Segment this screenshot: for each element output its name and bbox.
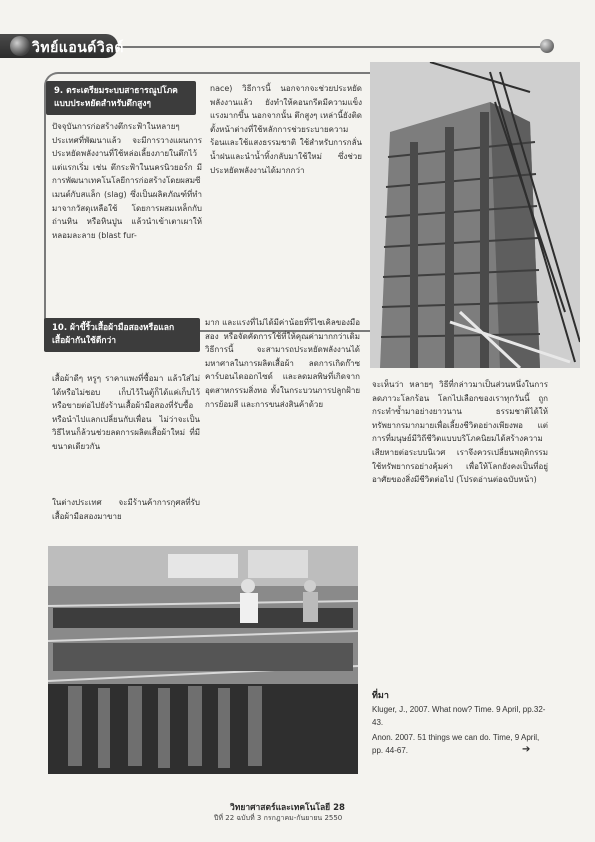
construction-photo	[370, 62, 580, 368]
header-rule	[110, 46, 550, 48]
section-10-column-1b: ในต่างประเทศ จะมีร้านค้าการกุศลที่รับเสื้อผ้ามือสองมาขาย	[52, 498, 200, 521]
closing-paragraph: จะเห็นว่า หลายๆ วิธีที่กล่าวมาเป็นส่วนหนึ่งในการลดภาวะโลกร้อน โลกไปเลือกของเราทุกวันนี้ ถูกกระทำซ้ำมาอย่างยาวนาน ธรรมชาติได้ให้ทรัพยากรมากมายเพื่อเลี้ยงชีวิตอย่างเพียงพอ แต่การที่มนุษย์มีวิถีชีวิตแบบบริโภคนิยมได้สร้างความเสียหายต่อระบบนิเวศ เราจึงควรเปลี่ยนพฤติกรรม ใช้ทรัพยากรอย่างคุ้มค่า เพื่อให้โลกยังคงเป็นที่อยู่อาศัยของสิ่งมีชีวิตต่อไป (โปรดอ่านต่อฉบับหน้า)	[372, 380, 548, 485]
section-10-column-2: มาก และแรงที่ไม่ได้มีค่าน้อยที่รีไซเคิลของมือสอง หรือจัดคัดการใช้ที่ให้คุณค่ามากกว่าเดิม วิธีการนี้ จะสามารถประหยัดพลังงานได้มหาศาลในการผลิตเสื้อผ้า ลดการเกิดก๊าซคาร์บอนไดออกไซด์ และลดมลพิษที่เกิดจากอุตสาหกรรมสิ่งทอ ทั้งในกระบวนการปลูกฝ้าย การย้อมสี และการขนส่งสินค้าด้วย	[205, 318, 360, 409]
section-title: วิทย์แอนด์วิลด์	[32, 40, 124, 56]
section-10-heading: 10. ผ้าขี้ริ้วเสื้อผ้ามือสองหรือแลกเสื้อผ้ากันใช้ดีกว่า	[44, 318, 200, 352]
footer-issue-info: ปีที่ 22 ฉบับที่ 3 กรกฎาคม-กันยายน 2550	[214, 814, 343, 822]
reference-item-2: Anon. 2007. 51 things we can do. Time, 9 April, pp. 44-67.	[372, 733, 540, 755]
section-9-heading: 9. ตระเตรียมระบบสาธารณูปโภคแบบประหยัดสำหรับตึกสูงๆ	[46, 81, 196, 115]
section-10-column-1a: เสื้อผ้าดีๆ หรูๆ ราคาแพงที่ซื้อมา แล้วใส่ไม่ได้หรือไม่ชอบ เก็บไว้ในตู้ก็ได้แค่เก็บไว้ หรือขายต่อไปยังร้านเสื้อผ้ามือสองที่รับซื้อ หรือนำไปแลกเปลี่ยนกับเพื่อน ไม่ว่าจะเป็นวิธีไหนก็ล้วนช่วยลดการผลิตเสื้อผ้าใหม่ ที่มีขนาดเดียวกัน	[52, 374, 200, 451]
section-9-column-2: nace) วิธีการนี้ นอกจากจะช่วยประหยัดพลังงานแล้ว ยังทำให้คอนกรีตมีความแข็งแรงมากขึ้น นอกจากนั้น ตึกสูงๆ เหล่านี้ยังติดตั้งหน้าต่างที่ใช้หลักการช่วยระบายความร้อนและใช้แสงธรรมชาติ ใช้สำหรับการกลั่นน้ำฝนและนำน้ำทิ้งกลับมาใช้ใหม่ ซึ่งช่วยประหยัดพลังงานได้มากกว่า	[210, 84, 362, 175]
header-bullet-icon	[10, 36, 30, 56]
header-end-bullet-icon	[540, 39, 554, 53]
continue-arrow-icon: ➔	[522, 744, 531, 755]
section-9-column-1: ปัจจุบันการก่อสร้างตึกระฟ้าในหลายๆ ประเทศที่พัฒนาแล้ว จะมีการวางแผนการประหยัดพลังงานที่ใช้หล่อเลี้ยงภายในตึกไว้แต่แรกเริ่ม เช่น ตึกระฟ้าในนครนิวยอร์ก มีการพัฒนาเทคโนโลยีการก่อสร้างโดยผสมซีเมนต์กับสแล็ก (slag) ซึ่งเป็นผลิตภัณฑ์ที่ทำมาจากวัสดุเหลือใช้ โดยการผสมเหล็กกับถ่านหิน หรือหินปูน แล้วนำเข้าเตาเผาให้หลอมละลาย (blast fur-	[52, 122, 202, 240]
references-title: ที่มา	[372, 691, 389, 701]
footer-magazine-title: วิทยาศาสตร์และเทคโนโลยี 28	[230, 803, 345, 813]
reference-item-1: Kluger, J., 2007. What now? Time. 9 April, pp.32-43.	[372, 705, 546, 727]
clothing-rack-photo	[48, 546, 358, 774]
